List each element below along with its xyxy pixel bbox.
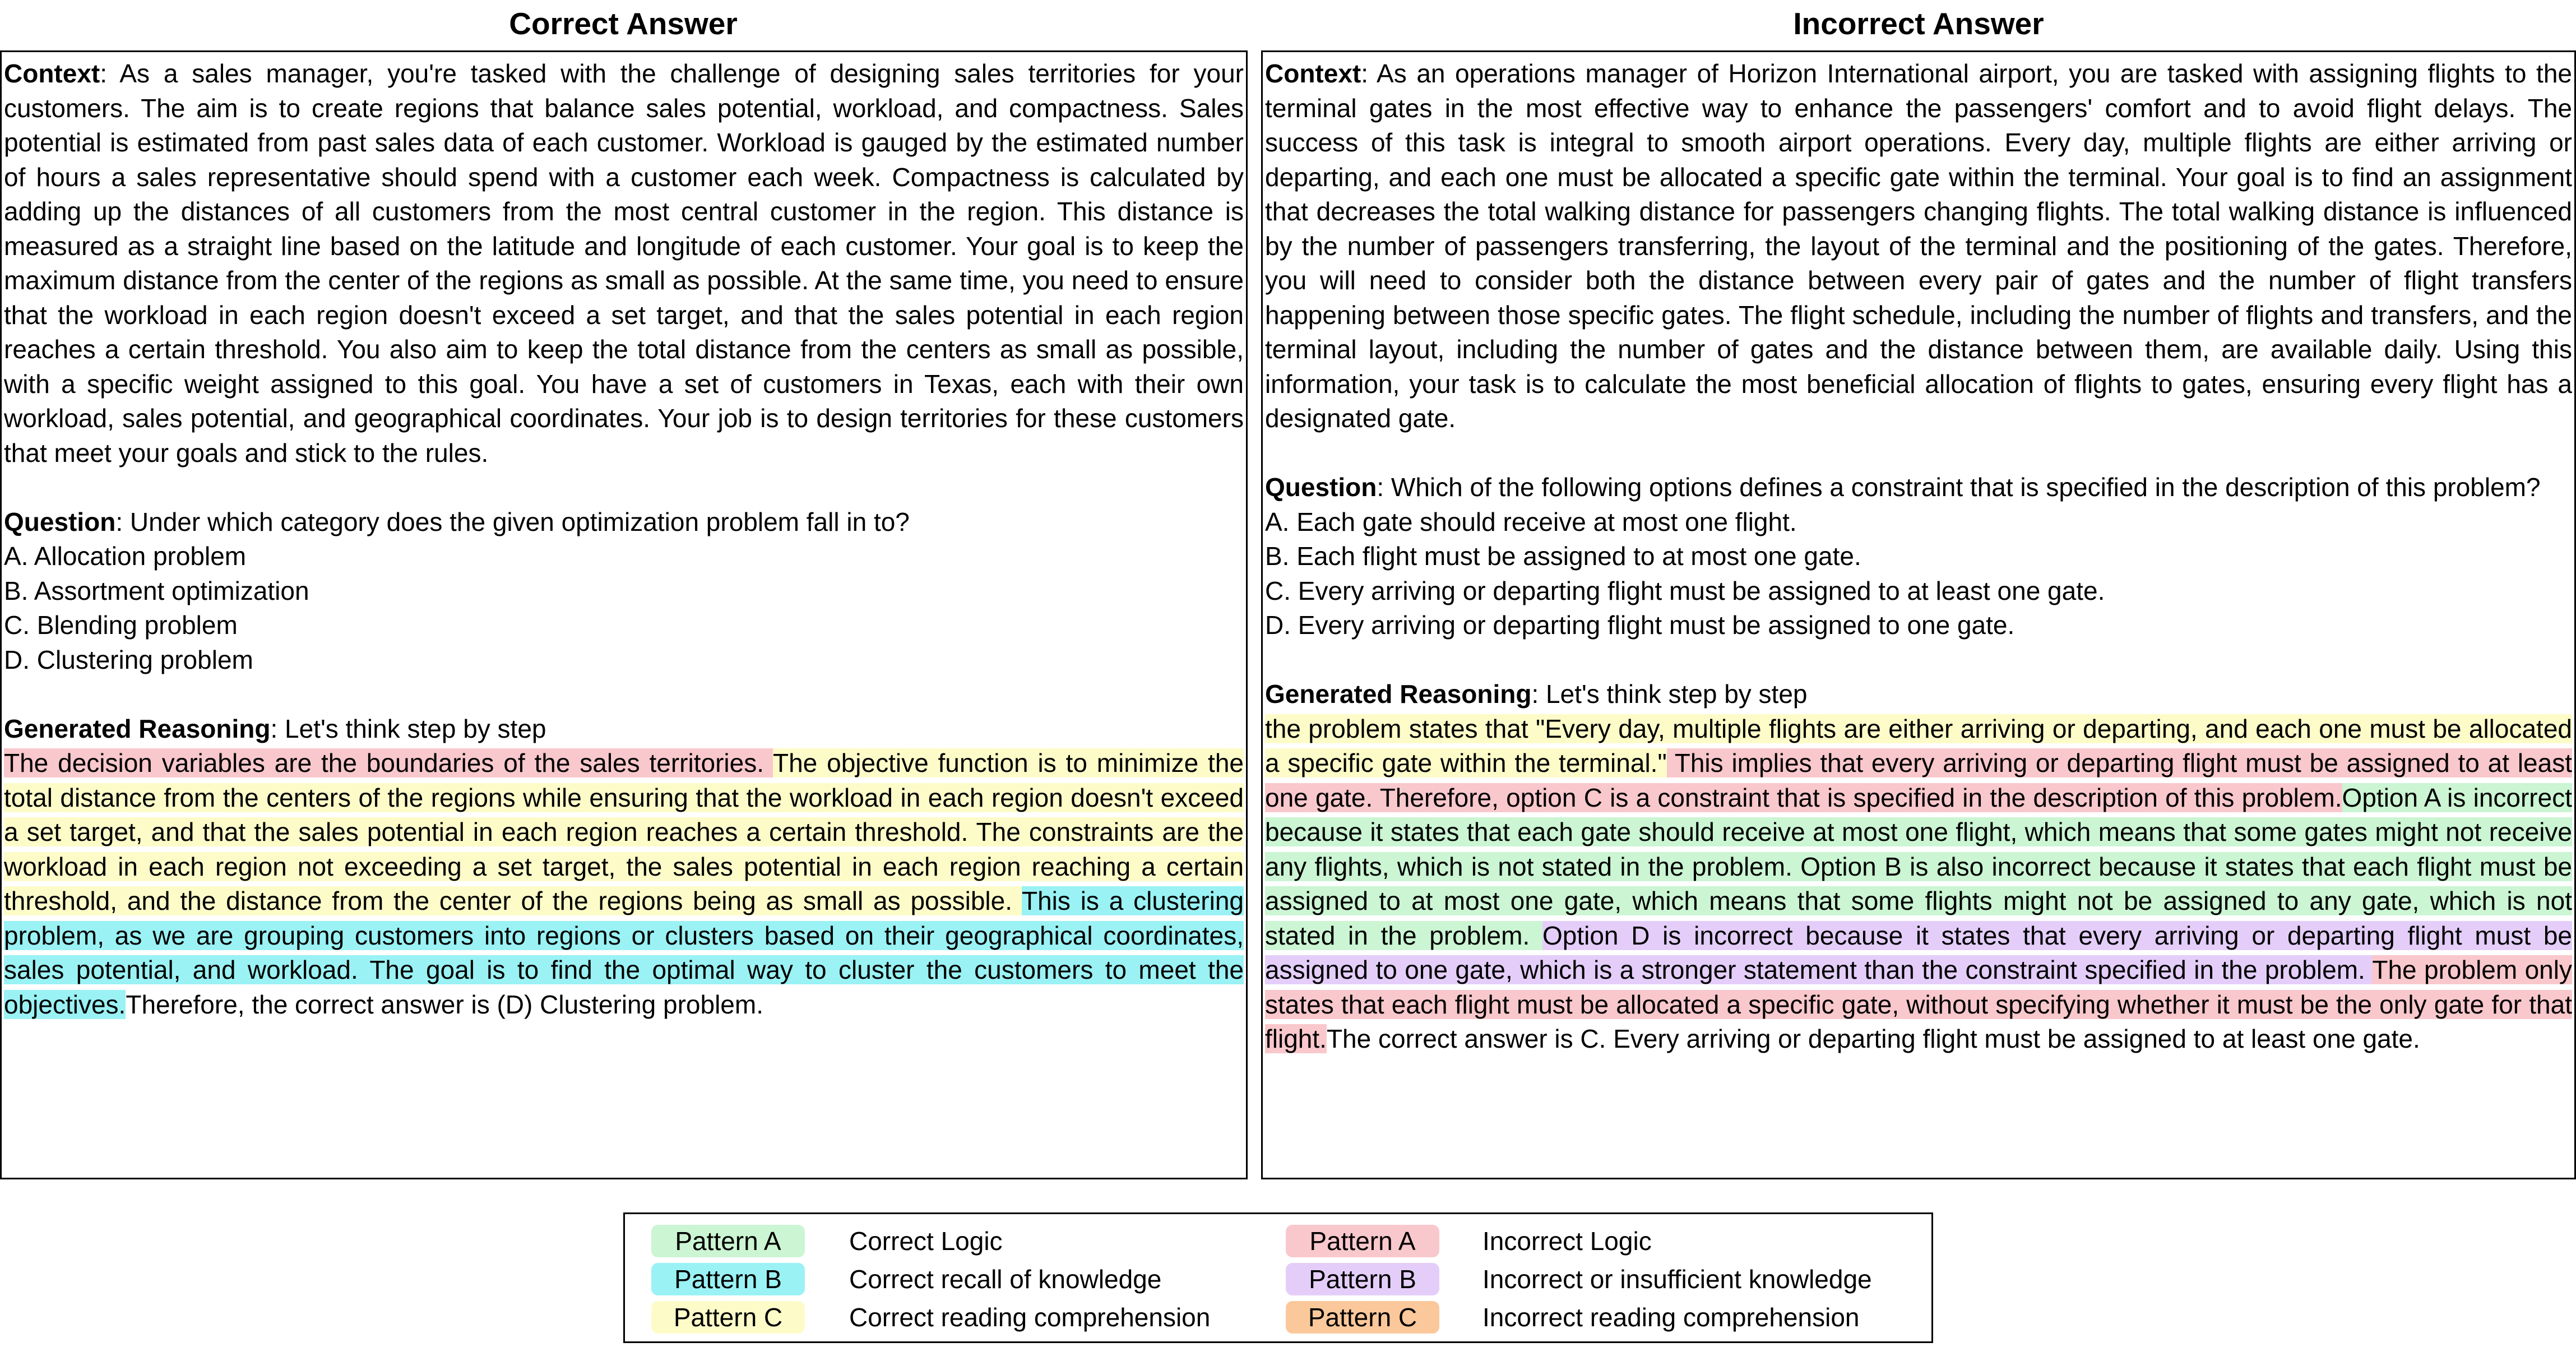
pattern-legend (623, 1212, 1933, 1343)
correct-column-title: Correct Answer (509, 6, 738, 41)
correct-reasoning-conclusion: Therefore, the correct answer is (D) Clustering problem. (126, 989, 763, 1019)
legend-label-incorrect-b: Incorrect or insufficient knowledge (1482, 1265, 1872, 1294)
correct-option-b: B. Assortment optimization (4, 576, 309, 605)
incorrect-reasoning-header (1265, 677, 2572, 712)
legend-swatch-correct-a: Pattern A (651, 1225, 805, 1257)
incorrect-option-c: C. Every arriving or departing flight must be assigned to at least one gate. (1265, 576, 2105, 605)
incorrect-reasoning-text (1265, 712, 2572, 1057)
incorrect-answer-panel (1261, 50, 2576, 1179)
legend-swatch-correct-c: Pattern C (651, 1301, 805, 1334)
incorrect-reasoning-incorrect-logic-2: The problem only states that each flight must be allocated a specific gate, without specifying whether it must be the only gate for that flight. (1265, 955, 2572, 1053)
incorrect-context-label: Context (1265, 59, 1361, 88)
incorrect-reasoning-intro: : Let's think step by step (1531, 679, 1808, 709)
incorrect-reasoning-insufficient-knowledge: Option D is incorrect because it states that every arriving or departing flight must be assigned to one gate, which is a stronger statement than the constraint specified in the problem. (1265, 920, 2572, 984)
correct-reasoning-text (4, 746, 1244, 1022)
correct-answer-panel (0, 50, 1248, 1179)
legend-label-correct-c: Correct reading comprehension (849, 1303, 1211, 1332)
incorrect-reasoning-reading-comprehension: the problem states that "Every day, multiple flights are either arriving or departing, and each one must be allocated a specific gate within the terminal." (1265, 714, 2572, 777)
legend-swatch-correct-b: Pattern B (651, 1263, 805, 1295)
correct-context (4, 57, 1244, 470)
correct-option-c: C. Blending problem (4, 610, 238, 640)
correct-reasoning-header (4, 712, 1244, 747)
correct-context-text: : As a sales manager, you're tasked with the challenge of designing sales territories for your customers. The aim is to create regions that balance sales potential, workload, and compactness. Sales potential is estimated from past sales data of each customer. Workload is gauged by the estimated number of hours a sales representative should spend with a customer each week. Compactness is calculated by adding up the distances of all customers from the most central customer in the region. This distance is measured as a straight line based on the latitude and longitude of each customer. Your goal is to keep the maximum distance from the center of the regions as small as possible. At the same time, you need to ensure that the workload in each region doesn't exceed a set target, and that the sales potential in each region reaches a certain threshold. You also aim to keep the total distance from the centers as small as possible, with a specific weight assigned to this goal. You have a set of customers in Texas, each with their own workload, sales potential, and geographical coordinates. Your job is to design territories for these customers that meet your goals and stick to the rules. (4, 59, 1244, 467)
legend-swatch-incorrect-b: Pattern B (1286, 1263, 1439, 1295)
legend-label-correct-b: Correct recall of knowledge (849, 1265, 1162, 1294)
legend-label-correct-a: Correct Logic (849, 1226, 1003, 1256)
legend-label-incorrect-c: Incorrect reading comprehension (1482, 1303, 1860, 1332)
incorrect-option-d: D. Every arriving or departing flight must be assigned to one gate. (1265, 610, 2015, 640)
correct-reasoning-label: Generated Reasoning (4, 714, 271, 743)
incorrect-option-b: B. Each flight must be assigned to at most one gate. (1265, 541, 1861, 571)
correct-context-label: Context (4, 59, 100, 88)
correct-reasoning-intro: : Let's think step by step (270, 714, 546, 743)
correct-option-d: D. Clustering problem (4, 645, 253, 674)
incorrect-question-text: : Which of the following options defines a constraint that is specified in the description of this problem? (1377, 473, 2541, 502)
incorrect-reasoning-incorrect-logic: This implies that every arriving or departing flight must be assigned to at least one gate. Therefore, option C is a constraint that is specified in the description of this problem. (1265, 748, 2573, 812)
incorrect-question-label: Question (1265, 473, 1377, 502)
incorrect-reasoning-label: Generated Reasoning (1265, 679, 1532, 709)
incorrect-column-title: Incorrect Answer (1793, 6, 2044, 41)
correct-reasoning-incorrect-logic: The decision variables are the boundaries of the sales territories. (4, 748, 773, 777)
correct-reasoning-knowledge-recall: This is a clustering problem, as we are grouping customers into regions or clusters based on their geographical coordinates, sales potential, and workload. The goal is to find the optimal way to cluster the customers to meet the objectives. (4, 886, 1244, 1019)
correct-question (4, 505, 1244, 540)
incorrect-reasoning-conclusion: The correct answer is C. Every arriving or departing flight must be assigned to at least one gate. (1326, 1024, 2420, 1053)
incorrect-option-a: A. Each gate should receive at most one flight. (1265, 507, 1797, 536)
legend-swatch-incorrect-a: Pattern A (1286, 1225, 1439, 1257)
correct-question-text: : Under which category does the given optimization problem fall in to? (115, 507, 910, 536)
incorrect-context-text: : As an operations manager of Horizon International airport, you are tasked with assigning flights to the terminal gates in the most effective way to enhance the passengers' comfort and to avoid flight delays. The success of this task is integral to smooth airport operations. Every day, multiple flights are either arriving or departing, and each one must be allocated a specific gate within the terminal. Your goal is to find an assignment that decreases the total walking distance for passengers changing flights. The total walking distance is influenced by the number of passengers transferring, the layout of the terminal and the positioning of the gates. Therefore, you will need to consider both the distance between every pair of gates and the number of flight transfers happening between those specific gates. The flight schedule, including the number of flights and transfers, and the terminal layout, including the number of gates and the distance between them, are available daily. Using this information, your task is to calculate the most beneficial allocation of flights to gates, ensuring every flight has a designated gate. (1265, 59, 2572, 433)
legend-label-incorrect-a: Incorrect Logic (1482, 1226, 1652, 1256)
incorrect-question (1265, 470, 2572, 505)
incorrect-reasoning-correct-logic: Option A is incorrect because it states that each gate should receive at most one flight, which means that some gates might not receive any flights, which is not stated in the problem. Option B is also incorrect because it states that each flight must be assigned to at most one gate, which means that some flights might not be assigned to any gate, which is not stated in the problem. (1265, 783, 2572, 950)
incorrect-context (1265, 57, 2572, 436)
correct-option-a: A. Allocation problem (4, 541, 247, 571)
correct-reasoning-reading-comprehension: The objective function is to minimize the total distance from the centers of the regions while ensuring that the workload in each region doesn't exceed a set target, and that the sales potential in each region reaches a certain threshold. The constraints are the workload in each region not exceeding a set target, the sales potential in each region reaching a certain threshold, and the distance from the center of the regions being as small as possible. (4, 748, 1244, 915)
correct-question-label: Question (4, 507, 116, 536)
legend-swatch-incorrect-c: Pattern C (1286, 1301, 1439, 1334)
